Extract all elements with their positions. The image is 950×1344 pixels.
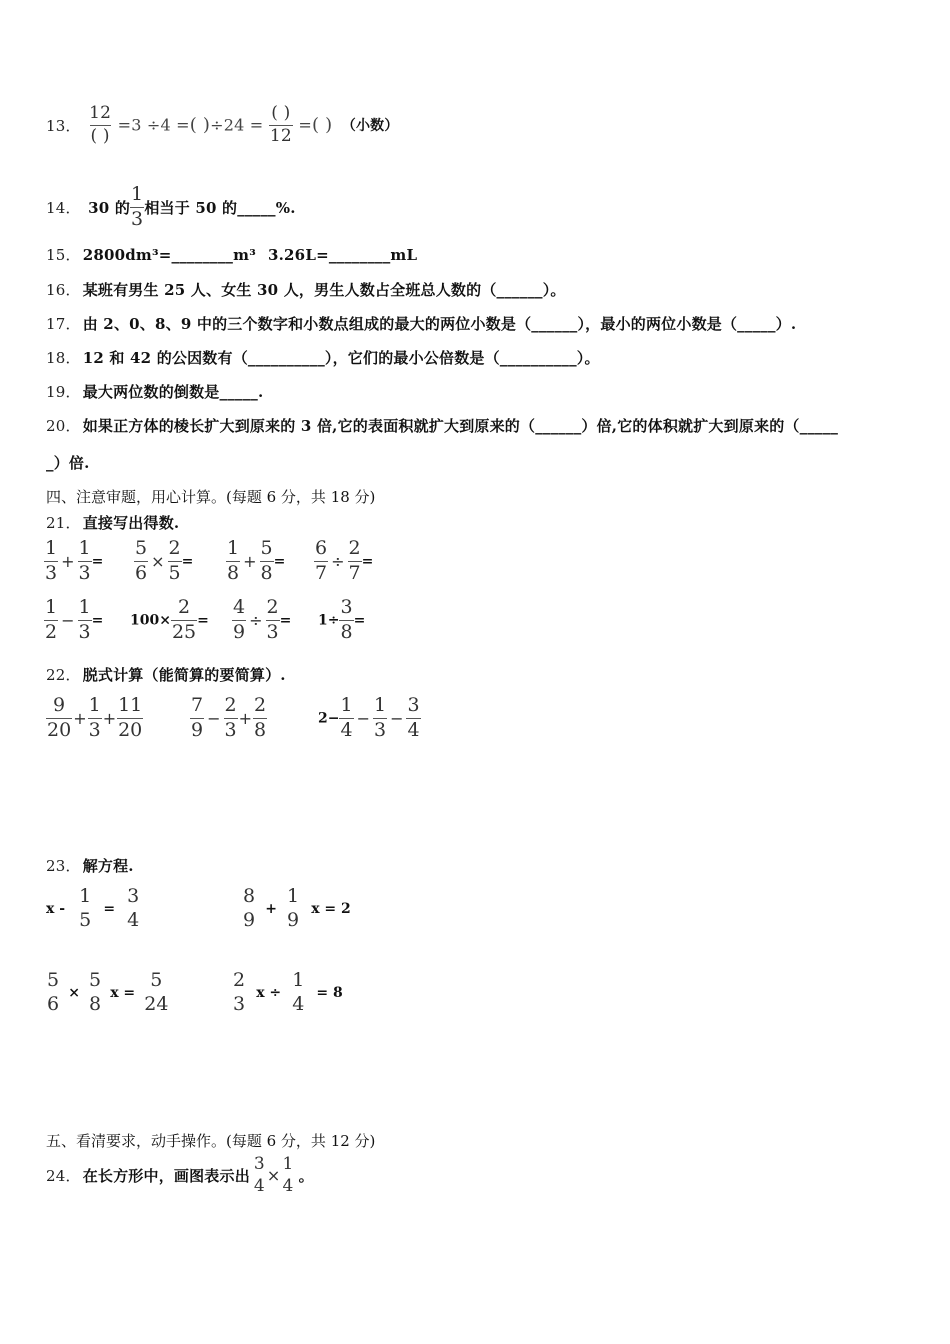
- expression: $\frac{9}{20}$ + $\frac{1}{3}$ + $\frac{11}{20}$: [47, 694, 143, 741]
- question-21: 21． 直接写出得数.: [46, 514, 180, 532]
- expression: 2− $\frac{1}{4}$ − $\frac{1}{3}$ − $\frac{3}{4}$: [318, 694, 420, 741]
- expression: $\frac{4}{9}$ ÷ $\frac{2}{3}$ =: [233, 596, 292, 643]
- question-number: 13．: [46, 116, 81, 135]
- question-22: 22． 脱式计算（能简算的要简算）.: [46, 666, 286, 684]
- question-24: 24． 在长方形中，画图表示出 3 4 × 1 4 。: [46, 1154, 314, 1196]
- q22-expressions: [46, 695, 458, 742]
- q21-row-1: [44, 538, 404, 585]
- q21-row-2: [44, 597, 398, 644]
- expression: $\frac{7}{9}$ − $\frac{2}{3}$ + $\frac{2}{8}$: [191, 694, 267, 741]
- question-14: 14． 30 的 $\frac{1}{3}$ 相当于 50 的_____%.: [46, 183, 296, 230]
- q23-equation-1: x - 1 5 = 3 4: [46, 885, 140, 931]
- question-13: 13． $\frac{12}{( )}$ =3 ÷4 =( )÷24 = $\frac{( )}{12}$ =( ) （小数）: [46, 103, 399, 146]
- question-19: 19． 最大两位数的倒数是_____.: [46, 383, 264, 401]
- question-23: 23． 解方程.: [46, 857, 134, 875]
- expression: 100× $\frac{2}{25}$ =: [130, 596, 209, 643]
- expression: $\frac{1}{2}$ − $\frac{1}{3}$ =: [45, 596, 104, 643]
- q23-equation-3: 5 6 × 5 8 x = 5 24: [47, 969, 169, 1015]
- section-5-title: 五、看清要求，动手操作。(每题 6 分，共 12 分): [46, 1132, 376, 1150]
- expression: $\frac{1}{3}$ + $\frac{1}{3}$ =: [45, 537, 104, 584]
- fraction: $\frac{1}{3}$: [131, 183, 144, 230]
- blank: ( ): [189, 114, 211, 136]
- question-20-continued: _）倍.: [46, 454, 90, 472]
- question-15: 15． 2800dm³=________m³ 3.26L=________mL: [46, 246, 418, 264]
- fraction: $\frac{12}{( )}$: [89, 103, 112, 146]
- q23-equation-2: 8 9 + 1 9 x = 2: [243, 885, 351, 931]
- expression: $\frac{6}{7}$ ÷ $\frac{2}{7}$ =: [315, 537, 374, 584]
- question-18: 18． 12 和 42 的公因数有（__________），它们的最小公倍数是（__________）。: [46, 349, 600, 367]
- question-17: 17． 由 2、0、8、9 中的三个数字和小数点组成的最大的两位小数是（______），最小的两位小数是（_____）.: [46, 315, 797, 333]
- section-4-title: 四、注意审题，用心计算。(每题 6 分，共 18 分): [46, 488, 376, 506]
- expression: $\frac{5}{6}$ × $\frac{2}{5}$ =: [135, 537, 194, 584]
- expression: $\frac{1}{8}$ + $\frac{5}{8}$ =: [227, 537, 286, 584]
- q23-equation-4: 2 3 x ÷ 1 4 = 8: [233, 969, 343, 1015]
- question-20: 20． 如果正方体的棱长扩大到原来的 3 倍,它的表面积就扩大到原来的（______）倍,它的体积就扩大到原来的（_____: [46, 417, 839, 435]
- expression: 1÷ $\frac{3}{8}$ =: [318, 596, 366, 643]
- blank: ( ): [311, 114, 333, 136]
- question-16: 16． 某班有男生 25 人、女生 30 人，男生人数占全班总人数的（______）。: [46, 281, 566, 299]
- fraction: $\frac{( )}{12}$: [269, 103, 292, 146]
